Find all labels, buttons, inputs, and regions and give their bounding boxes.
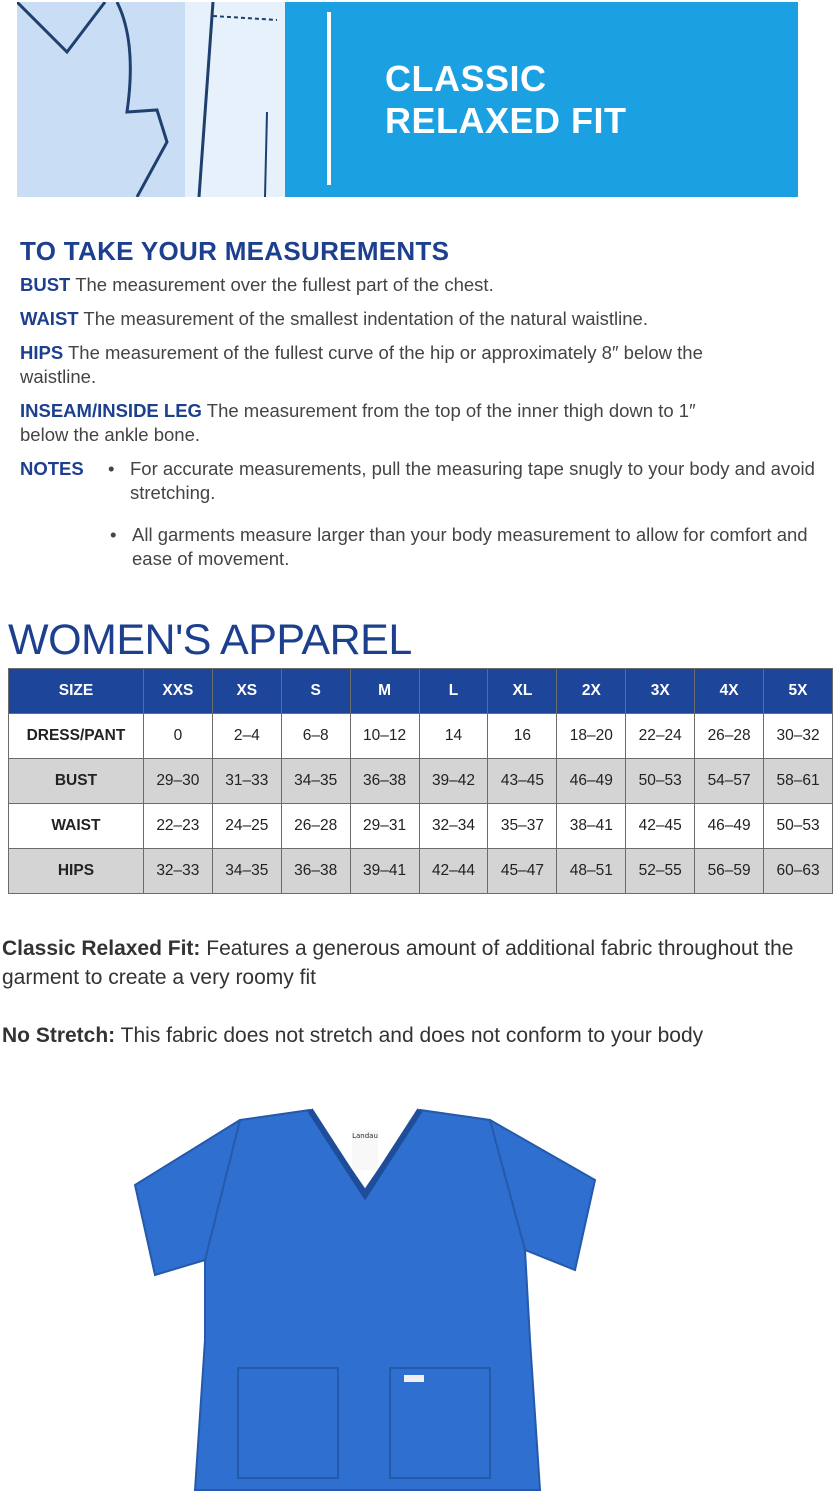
table-cell: 50–53 <box>626 759 695 804</box>
size-header-cell: 3X <box>626 669 695 714</box>
table-cell: 39–42 <box>419 759 488 804</box>
measurement-item-hips <box>20 341 720 389</box>
table-cell: 31–33 <box>212 759 281 804</box>
banner-title-line-1: CLASSIC <box>385 58 547 99</box>
fit-banner <box>17 2 798 197</box>
table-cell: 42–44 <box>419 849 488 894</box>
note-item <box>110 523 822 571</box>
table-row <box>9 759 833 804</box>
measurement-item-inseam <box>20 399 730 447</box>
table-row <box>9 804 833 849</box>
pocket-tag <box>404 1375 424 1382</box>
table-cell: 46–49 <box>695 804 764 849</box>
measurement-text: The measurement of the smallest indentation of the natural waistline. <box>83 308 648 329</box>
table-cell: 16 <box>488 714 557 759</box>
table-cell: 30–32 <box>764 714 833 759</box>
measurements-heading: TO TAKE YOUR MEASUREMENTS <box>20 236 450 266</box>
table-cell: 14 <box>419 714 488 759</box>
fit-label: Classic Relaxed Fit: <box>2 937 201 960</box>
table-cell: 32–34 <box>419 804 488 849</box>
table-cell: 24–25 <box>212 804 281 849</box>
size-header-cell: SIZE <box>9 669 144 714</box>
table-cell: 58–61 <box>764 759 833 804</box>
table-cell: 29–30 <box>143 759 212 804</box>
measurement-text: The measurement of the fullest curve of the hip or approximately 8″ below the waistline. <box>20 342 703 387</box>
table-cell: 18–20 <box>557 714 626 759</box>
table-cell: 54–57 <box>695 759 764 804</box>
table-row <box>9 714 833 759</box>
table-cell: 26–28 <box>695 714 764 759</box>
row-label: WAIST <box>9 804 144 849</box>
fit-paragraph <box>2 934 812 992</box>
row-label: DRESS/PANT <box>9 714 144 759</box>
scrub-outline-illustration <box>17 2 285 197</box>
table-cell: 36–38 <box>281 849 350 894</box>
stretch-paragraph <box>2 1021 812 1050</box>
notes-label: NOTES <box>20 458 84 479</box>
bullet-icon: • <box>108 458 115 479</box>
size-header-cell: S <box>281 669 350 714</box>
measurement-term: WAIST <box>20 308 79 329</box>
size-header-row <box>9 669 833 714</box>
table-cell: 26–28 <box>281 804 350 849</box>
table-cell: 29–31 <box>350 804 419 849</box>
measurement-instructions <box>20 236 820 571</box>
table-cell: 43–45 <box>488 759 557 804</box>
measurement-term: HIPS <box>20 342 64 363</box>
measurement-term: BUST <box>20 274 71 295</box>
table-cell: 6–8 <box>281 714 350 759</box>
table-cell: 36–38 <box>350 759 419 804</box>
measurement-text: The measurement over the fullest part of the chest. <box>75 274 494 295</box>
table-cell: 22–24 <box>626 714 695 759</box>
size-header-cell: 5X <box>764 669 833 714</box>
table-cell: 34–35 <box>212 849 281 894</box>
table-cell: 38–41 <box>557 804 626 849</box>
table-cell: 39–41 <box>350 849 419 894</box>
table-cell: 50–53 <box>764 804 833 849</box>
banner-title <box>385 58 627 142</box>
brand-label: Landau <box>352 1132 378 1140</box>
bullet-icon: • <box>110 524 117 545</box>
table-cell: 45–47 <box>488 849 557 894</box>
fit-description <box>2 934 812 1079</box>
table-cell: 34–35 <box>281 759 350 804</box>
table-cell: 32–33 <box>143 849 212 894</box>
note-item <box>108 457 820 505</box>
table-row <box>9 849 833 894</box>
table-cell: 35–37 <box>488 804 557 849</box>
table-cell: 42–45 <box>626 804 695 849</box>
size-header-cell: M <box>350 669 419 714</box>
table-cell: 52–55 <box>626 849 695 894</box>
size-chart-title: WOMEN'S APPAREL <box>8 616 412 664</box>
size-header-cell: XXS <box>143 669 212 714</box>
size-header-cell: L <box>419 669 488 714</box>
table-cell: 2–4 <box>212 714 281 759</box>
table-cell: 0 <box>143 714 212 759</box>
notes-section <box>20 457 820 571</box>
table-cell: 46–49 <box>557 759 626 804</box>
table-cell: 10–12 <box>350 714 419 759</box>
measurement-item-waist <box>20 307 820 331</box>
size-header-cell: 4X <box>695 669 764 714</box>
size-header-cell: XL <box>488 669 557 714</box>
banner-divider <box>327 12 331 185</box>
row-label: BUST <box>9 759 144 804</box>
measurement-text: The measurement from the top of the inner thigh down to 1″ below the ankle bone. <box>20 400 696 445</box>
scrub-top-image <box>120 1100 610 1500</box>
table-cell: 48–51 <box>557 849 626 894</box>
fit-text: Features a generous amount of additional fabric throughout the garment to create a very roomy fit <box>2 937 794 989</box>
banner-title-line-2: RELAXED FIT <box>385 100 627 141</box>
size-chart-table <box>8 668 833 894</box>
size-header-cell: 2X <box>557 669 626 714</box>
table-cell: 56–59 <box>695 849 764 894</box>
stretch-text: This fabric does not stretch and does not conform to your body <box>120 1024 704 1047</box>
row-label: HIPS <box>9 849 144 894</box>
stretch-label: No Stretch: <box>2 1024 116 1047</box>
size-header-cell: XS <box>212 669 281 714</box>
measurement-term: INSEAM/INSIDE LEG <box>20 400 202 421</box>
note-text: All garments measure larger than your body measurement to allow for comfort and ease of movement. <box>132 524 808 569</box>
table-cell: 60–63 <box>764 849 833 894</box>
note-text: For accurate measurements, pull the measuring tape snugly to your body and avoid stretching. <box>130 458 815 503</box>
measurement-item-bust <box>20 273 820 297</box>
table-cell: 22–23 <box>143 804 212 849</box>
